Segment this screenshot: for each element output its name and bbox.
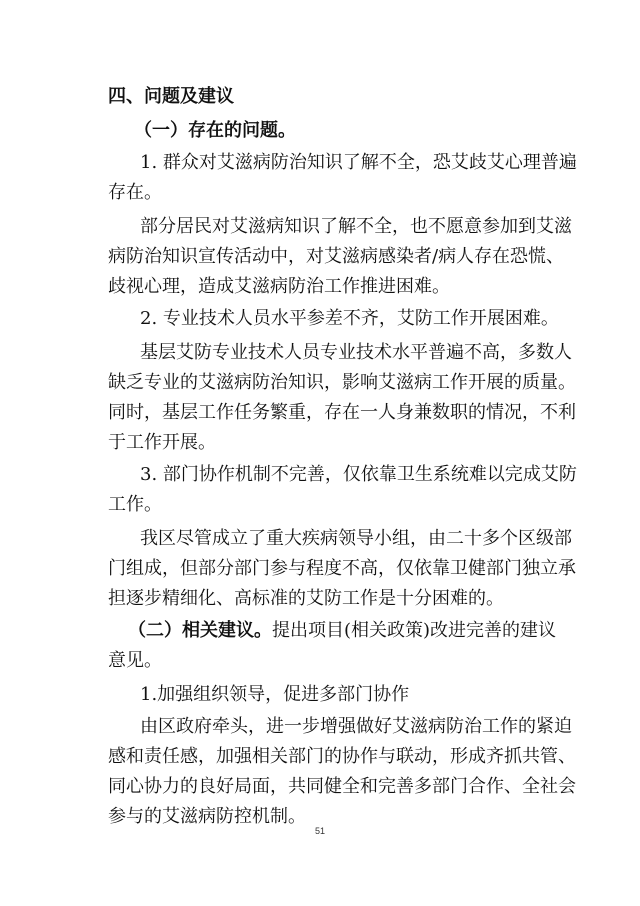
problem-1-body-line2: 病防治知识宣传活动中，对艾滋病感染者/病人存在恐慌、 [108,246,565,267]
problem-1-body-line1: 部分居民对艾滋病知识了解不全，也不愿意参加到艾滋 [140,216,572,237]
problem-2-body-line3: 同时，基层工作任务繁重，存在一人身兼数职的情况，不利 [108,402,576,423]
problem-2-body-line1: 基层艾防专业技术人员专业技术水平普遍不高，多数人 [140,342,572,363]
problem-2-title: 2. 专业技术人员水平参差不齐，艾防工作开展困难。 [140,308,559,329]
problem-3-body-line1: 我区尽管成立了重大疾病领导小组，由二十多个区级部 [140,528,572,549]
problem-3-body-line2: 门组成，但部分部门参与程度不高，仅依靠卫健部门独立承 [108,558,576,579]
subheading-suggestions-line [128,616,557,646]
problem-1-body-line3: 歧视心理，造成艾滋病防治工作推进困难。 [108,276,450,297]
suggestion-1-title: 1.加强组织领导，促进多部门协作 [140,684,410,705]
problem-3-title-line1: 3. 部门协作机制不完善，仅依靠卫生系统难以完成艾防 [140,464,577,485]
suggestion-1-body-line2: 感和责任感，加强相关部门的协作与联动，形成齐抓共管、 [108,746,576,767]
suggestion-1-body-line3: 同心协力的良好局面，共同健全和完善多部门合作、全社会 [108,776,576,797]
problem-1-title-line2: 存在。 [108,182,162,203]
subheading-problems: （一）存在的问题。 [134,120,296,141]
subheading-suggestions-text: 提出项目(相关政策)改进完善的建议 [272,620,557,641]
problem-2-body-line2: 缺乏专业的艾滋病防治知识，影响艾滋病工作开展的质量。 [108,372,576,393]
page-number: 51 [314,826,325,836]
suggestion-1-body-line1: 由区政府牵头，进一步增强做好艾滋病防治工作的紧迫 [140,716,572,737]
problem-3-body-line3: 担逐步精细化、高标准的艾防工作是十分困难的。 [108,588,504,609]
problem-1-title-line1: 1. 群众对艾滋病防治知识了解不全，恐艾歧艾心理普遍 [140,152,577,173]
section-heading: 四、问题及建议 [108,86,234,107]
problem-3-title-line2: 工作。 [108,494,162,515]
subheading-suggestions: （二）相关建议。 [128,620,272,641]
problem-2-body-line4: 于工作开展。 [108,432,216,453]
suggestion-1-body-line4: 参与的艾滋病防控机制。 [108,806,306,827]
subheading-suggestions-line2: 意见。 [108,650,162,671]
